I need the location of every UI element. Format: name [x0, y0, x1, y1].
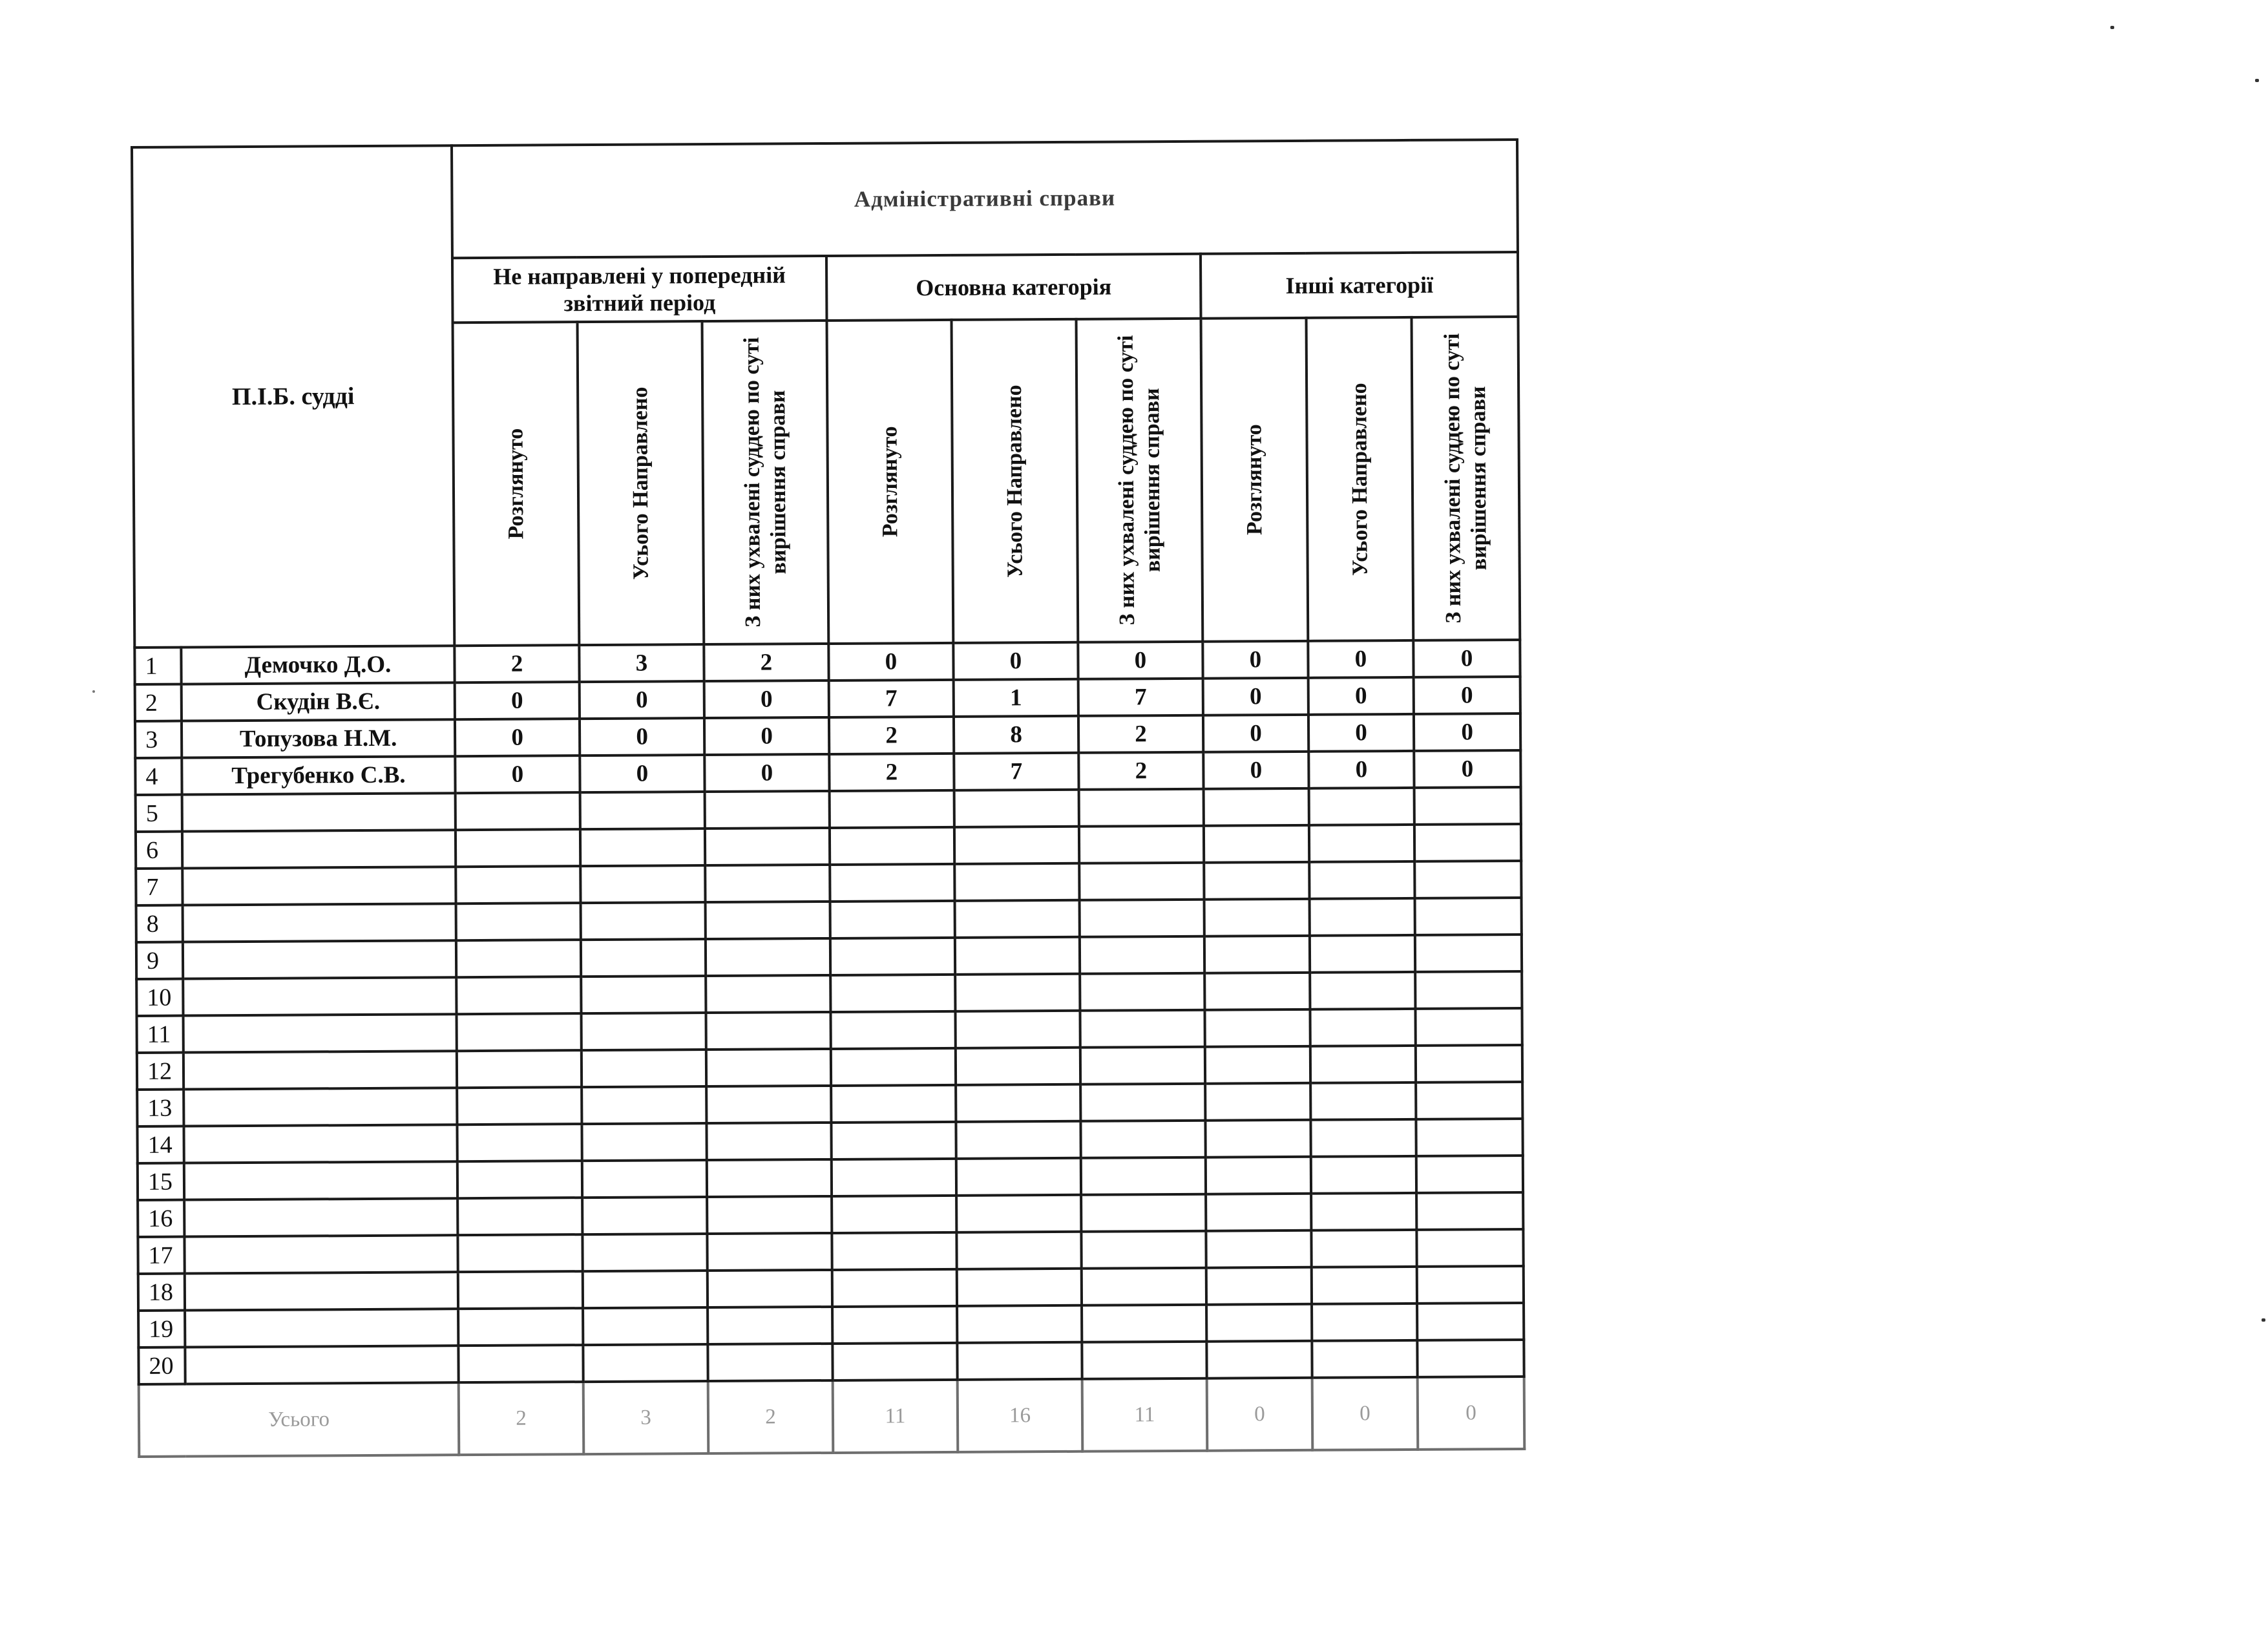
- value-cell: [582, 1123, 706, 1161]
- value-cell: [1206, 1267, 1312, 1305]
- value-cell: [1206, 1194, 1311, 1231]
- value-cell: 0: [1414, 750, 1520, 788]
- row-number: 20: [138, 1347, 185, 1384]
- value-cell: [832, 1159, 956, 1196]
- judge-name-cell: [184, 1051, 457, 1089]
- subcol-considered: Розглянуто: [453, 322, 580, 646]
- value-cell: [1082, 1268, 1206, 1305]
- value-cell: [706, 1012, 831, 1050]
- value-cell: [1204, 936, 1310, 973]
- value-cell: [1414, 787, 1521, 825]
- value-cell: 0: [1078, 642, 1202, 679]
- row-number: 2: [135, 684, 182, 721]
- judge-name-cell: Топузова Н.М.: [182, 719, 455, 757]
- value-cell: 2: [454, 645, 579, 682]
- value-cell: 0: [1308, 714, 1414, 752]
- total-cell: 16: [958, 1379, 1083, 1452]
- value-cell: [954, 827, 1079, 864]
- value-cell: [957, 1269, 1082, 1306]
- row-number: 14: [137, 1126, 184, 1163]
- row-number: 18: [138, 1274, 185, 1311]
- value-cell: [1080, 936, 1204, 974]
- judge-name-cell: Демочко Д.О.: [181, 646, 454, 684]
- value-cell: [580, 829, 705, 866]
- value-cell: [831, 1085, 956, 1123]
- value-cell: [1416, 1119, 1522, 1156]
- value-cell: [457, 1124, 582, 1161]
- table-body: [134, 640, 1524, 1384]
- judge-name-cell: Скудін В.Є.: [182, 682, 455, 721]
- value-cell: 0: [1308, 677, 1414, 715]
- value-cell: [456, 977, 581, 1014]
- value-cell: [1080, 1047, 1205, 1084]
- value-cell: [1204, 973, 1310, 1010]
- value-cell: [1082, 1305, 1206, 1342]
- value-cell: [1311, 1156, 1416, 1194]
- value-cell: 0: [1202, 641, 1308, 679]
- value-cell: [1205, 1083, 1310, 1121]
- judge-name-cell: [182, 867, 456, 905]
- judge-name-cell: [183, 977, 456, 1015]
- value-cell: [456, 903, 581, 940]
- table-title: Адміністративні справи: [452, 140, 1518, 258]
- value-cell: [457, 1234, 582, 1272]
- judge-name-cell: [182, 793, 456, 831]
- value-cell: [581, 976, 706, 1013]
- value-cell: [1204, 788, 1309, 826]
- value-cell: [1310, 1009, 1416, 1046]
- row-number: 4: [135, 758, 182, 795]
- value-cell: [1416, 1082, 1522, 1119]
- row-number: 10: [136, 979, 183, 1016]
- value-cell: [1080, 1084, 1205, 1121]
- judge-name-cell: [183, 903, 456, 942]
- value-cell: [1079, 863, 1204, 900]
- value-cell: [1312, 1340, 1417, 1378]
- value-cell: 0: [1414, 713, 1520, 751]
- value-cell: [706, 1086, 831, 1123]
- row-number: 3: [135, 721, 182, 758]
- value-cell: 0: [1308, 640, 1413, 678]
- value-cell: [830, 864, 954, 902]
- value-cell: [583, 1271, 708, 1308]
- scan-speck: [2110, 26, 2114, 29]
- row-number: 13: [137, 1090, 184, 1126]
- value-cell: [1204, 825, 1309, 863]
- value-cell: [1310, 1119, 1416, 1157]
- value-cell: [832, 1306, 957, 1344]
- value-cell: [1082, 1342, 1206, 1379]
- value-cell: 0: [704, 717, 829, 755]
- value-cell: 2: [829, 717, 954, 754]
- value-cell: [457, 1198, 582, 1235]
- value-cell: [1416, 1156, 1523, 1193]
- value-cell: 2: [704, 644, 828, 681]
- value-cell: [582, 1197, 707, 1234]
- value-cell: [1081, 1157, 1206, 1195]
- value-cell: 0: [580, 718, 704, 755]
- subcol-total-directed: Усього Направлено: [1307, 317, 1414, 641]
- value-cell: 0: [455, 719, 580, 756]
- value-cell: [830, 901, 955, 938]
- header-title-row: [132, 140, 1518, 260]
- value-cell: [706, 938, 830, 976]
- value-cell: [1309, 825, 1414, 862]
- value-cell: 3: [579, 644, 704, 682]
- value-cell: 2: [1078, 715, 1203, 753]
- total-row: [139, 1377, 1525, 1457]
- value-cell: 0: [1414, 677, 1520, 714]
- subcol-considered: Розглянуто: [1201, 318, 1308, 642]
- value-cell: [956, 1158, 1081, 1196]
- value-cell: [1080, 1010, 1205, 1048]
- row-number: 9: [136, 942, 183, 979]
- value-cell: [956, 1232, 1081, 1269]
- subcol-total-directed: Усього Направлено: [578, 321, 704, 645]
- scan-speck: [92, 690, 95, 693]
- value-cell: [1416, 1008, 1522, 1046]
- value-cell: [583, 1344, 708, 1382]
- value-cell: 0: [828, 643, 953, 681]
- value-cell: [956, 1011, 1080, 1048]
- value-cell: [456, 940, 581, 977]
- judge-name-cell: [185, 1272, 458, 1310]
- value-cell: [705, 828, 830, 865]
- value-cell: [830, 975, 955, 1012]
- value-cell: [1310, 1046, 1416, 1083]
- value-cell: 0: [1203, 752, 1308, 789]
- value-cell: 0: [953, 642, 1078, 680]
- table-footer: [139, 1377, 1525, 1457]
- judge-name-header: П.І.Б. судді: [132, 145, 454, 648]
- value-cell: 0: [1308, 751, 1414, 788]
- total-cell: 3: [583, 1381, 709, 1454]
- value-cell: [708, 1344, 832, 1381]
- subcol-considered: Розглянуто: [827, 320, 954, 644]
- total-cell: 2: [459, 1382, 584, 1455]
- value-cell: [581, 939, 706, 977]
- value-cell: [1079, 789, 1204, 827]
- value-cell: [1416, 1229, 1523, 1267]
- judge-name-cell: [184, 1161, 457, 1199]
- value-cell: [956, 1121, 1080, 1159]
- value-cell: [457, 1013, 582, 1051]
- value-cell: [1204, 899, 1310, 936]
- value-cell: [1309, 788, 1414, 825]
- value-cell: [706, 1049, 831, 1086]
- value-cell: 7: [1078, 679, 1203, 716]
- value-cell: [457, 1087, 582, 1125]
- value-cell: [457, 1050, 582, 1088]
- value-cell: [1311, 1230, 1416, 1267]
- value-cell: [1310, 1083, 1416, 1120]
- value-cell: [1080, 1121, 1205, 1158]
- subcol-decided-on-merits: З них ухвалені суддею по суті вирішення справи: [1412, 317, 1520, 640]
- value-cell: 0: [580, 681, 704, 719]
- value-cell: [1310, 898, 1415, 936]
- value-cell: [1205, 1046, 1310, 1084]
- value-cell: [1311, 1193, 1416, 1231]
- value-cell: [1414, 824, 1521, 861]
- value-cell: [582, 1160, 707, 1198]
- scan-speck: [2262, 1318, 2265, 1322]
- value-cell: [830, 790, 954, 828]
- value-cell: [955, 900, 1080, 938]
- value-cell: [457, 1161, 582, 1198]
- value-cell: [706, 1123, 831, 1160]
- total-cell: 11: [833, 1380, 958, 1453]
- subcol-decided-on-merits: З них ухвалені суддею по суті вирішення справи: [702, 321, 829, 644]
- value-cell: [832, 1269, 957, 1307]
- total-cell: 11: [1082, 1379, 1208, 1452]
- judge-name-cell: [185, 1346, 458, 1384]
- value-cell: [831, 1011, 956, 1049]
- row-number: 8: [136, 905, 183, 942]
- value-cell: [705, 791, 830, 829]
- value-cell: [581, 902, 706, 940]
- value-cell: [1415, 935, 1522, 972]
- judge-name-cell: [184, 1235, 457, 1273]
- judge-name-cell: [184, 1125, 457, 1163]
- value-cell: [458, 1345, 583, 1382]
- total-label: Усього: [139, 1382, 459, 1457]
- value-cell: [458, 1271, 583, 1309]
- value-cell: 0: [1413, 640, 1520, 677]
- value-cell: [1205, 1009, 1310, 1047]
- row-number: 7: [136, 869, 182, 905]
- value-cell: [1417, 1303, 1524, 1340]
- administrative-cases-table: [131, 138, 1526, 1458]
- value-cell: [830, 938, 955, 975]
- value-cell: [956, 1195, 1081, 1232]
- value-cell: [583, 1307, 708, 1345]
- value-cell: [1080, 900, 1204, 937]
- value-cell: [1206, 1157, 1311, 1194]
- value-cell: 0: [1203, 678, 1308, 715]
- value-cell: 7: [829, 680, 954, 717]
- value-cell: [456, 792, 580, 830]
- value-cell: [582, 1086, 706, 1124]
- row-number: 12: [137, 1053, 184, 1090]
- scan-speck: [2255, 79, 2259, 82]
- value-cell: [1081, 1194, 1206, 1232]
- value-cell: [954, 790, 1079, 827]
- value-cell: [1309, 861, 1414, 899]
- value-cell: [580, 865, 705, 903]
- value-cell: [1310, 935, 1415, 973]
- value-cell: 0: [704, 754, 829, 792]
- row-number: 16: [138, 1200, 184, 1237]
- judge-name-cell: [184, 1014, 457, 1052]
- value-cell: [1206, 1304, 1312, 1342]
- value-cell: [705, 865, 830, 902]
- value-cell: [456, 829, 580, 867]
- value-cell: [1206, 1231, 1311, 1268]
- row-number: 19: [138, 1311, 185, 1347]
- value-cell: [956, 1048, 1080, 1085]
- value-cell: [706, 975, 830, 1013]
- row-number: 1: [134, 648, 181, 684]
- value-cell: [1417, 1340, 1524, 1377]
- value-cell: [832, 1232, 956, 1270]
- row-number: 11: [137, 1016, 184, 1053]
- row-number: 6: [136, 832, 182, 869]
- value-cell: [832, 1343, 957, 1380]
- judge-name-cell: [184, 1088, 457, 1126]
- value-cell: 0: [455, 755, 580, 793]
- value-cell: [956, 1084, 1080, 1122]
- value-cell: [1312, 1304, 1417, 1341]
- value-cell: [1415, 971, 1522, 1009]
- value-cell: 0: [580, 755, 704, 792]
- table-header: [132, 140, 1520, 648]
- value-cell: [957, 1305, 1082, 1343]
- value-cell: 0: [455, 682, 580, 719]
- row-number: 17: [138, 1237, 184, 1274]
- value-cell: [580, 792, 705, 829]
- value-cell: [707, 1196, 832, 1234]
- value-cell: [706, 902, 830, 939]
- value-cell: [955, 974, 1080, 1011]
- row-number: 15: [138, 1163, 184, 1200]
- value-cell: [1415, 898, 1522, 935]
- total-cell: 0: [1312, 1377, 1418, 1450]
- value-cell: [955, 937, 1080, 975]
- value-cell: [831, 1048, 956, 1086]
- value-cell: [1206, 1341, 1312, 1379]
- value-cell: [1080, 973, 1204, 1011]
- value-cell: [1416, 1192, 1523, 1230]
- value-cell: 0: [704, 681, 829, 718]
- group-main-category: Основна категорія: [826, 254, 1201, 321]
- judge-name-cell: [184, 1198, 457, 1236]
- group-other-categories: Інші категорії: [1201, 252, 1518, 319]
- value-cell: [1416, 1045, 1522, 1083]
- value-cell: [1205, 1120, 1310, 1157]
- value-cell: 8: [954, 716, 1078, 754]
- value-cell: [707, 1159, 832, 1197]
- value-cell: 0: [1203, 715, 1308, 752]
- total-cell: 0: [1418, 1377, 1525, 1450]
- total-cell: 0: [1207, 1378, 1313, 1451]
- value-cell: 1: [954, 679, 1078, 717]
- group-not-directed: Не направлені у попередній звітний період: [452, 256, 827, 322]
- value-cell: [1414, 861, 1521, 898]
- value-cell: [707, 1233, 832, 1271]
- subcol-decided-on-merits: З них ухвалені суддею по суті вирішення справи: [1076, 319, 1203, 642]
- value-cell: [1079, 826, 1204, 863]
- value-cell: [582, 1050, 706, 1087]
- judge-name-cell: Трегубенко С.В.: [182, 756, 455, 794]
- value-cell: [832, 1196, 956, 1233]
- value-cell: [708, 1307, 832, 1344]
- value-cell: [1312, 1267, 1417, 1304]
- value-cell: [831, 1122, 956, 1159]
- value-cell: [582, 1013, 706, 1050]
- value-cell: 7: [954, 753, 1078, 790]
- value-cell: [708, 1270, 832, 1307]
- value-cell: [954, 863, 1079, 901]
- value-cell: [1081, 1231, 1206, 1269]
- value-cell: [458, 1308, 583, 1346]
- subcol-total-directed: Усього Направлено: [952, 319, 1078, 643]
- judge-name-cell: [185, 1309, 458, 1347]
- row-number: 5: [136, 795, 182, 832]
- value-cell: [830, 827, 954, 865]
- value-cell: [1417, 1266, 1524, 1304]
- value-cell: [1204, 862, 1309, 900]
- value-cell: 2: [829, 754, 954, 791]
- value-cell: [582, 1234, 707, 1271]
- value-cell: 2: [1078, 752, 1203, 790]
- judge-name-cell: [183, 940, 456, 978]
- value-cell: [456, 866, 580, 903]
- value-cell: [1310, 972, 1415, 1009]
- value-cell: [957, 1342, 1082, 1380]
- total-cell: 2: [708, 1380, 834, 1453]
- judge-name-cell: [182, 830, 456, 868]
